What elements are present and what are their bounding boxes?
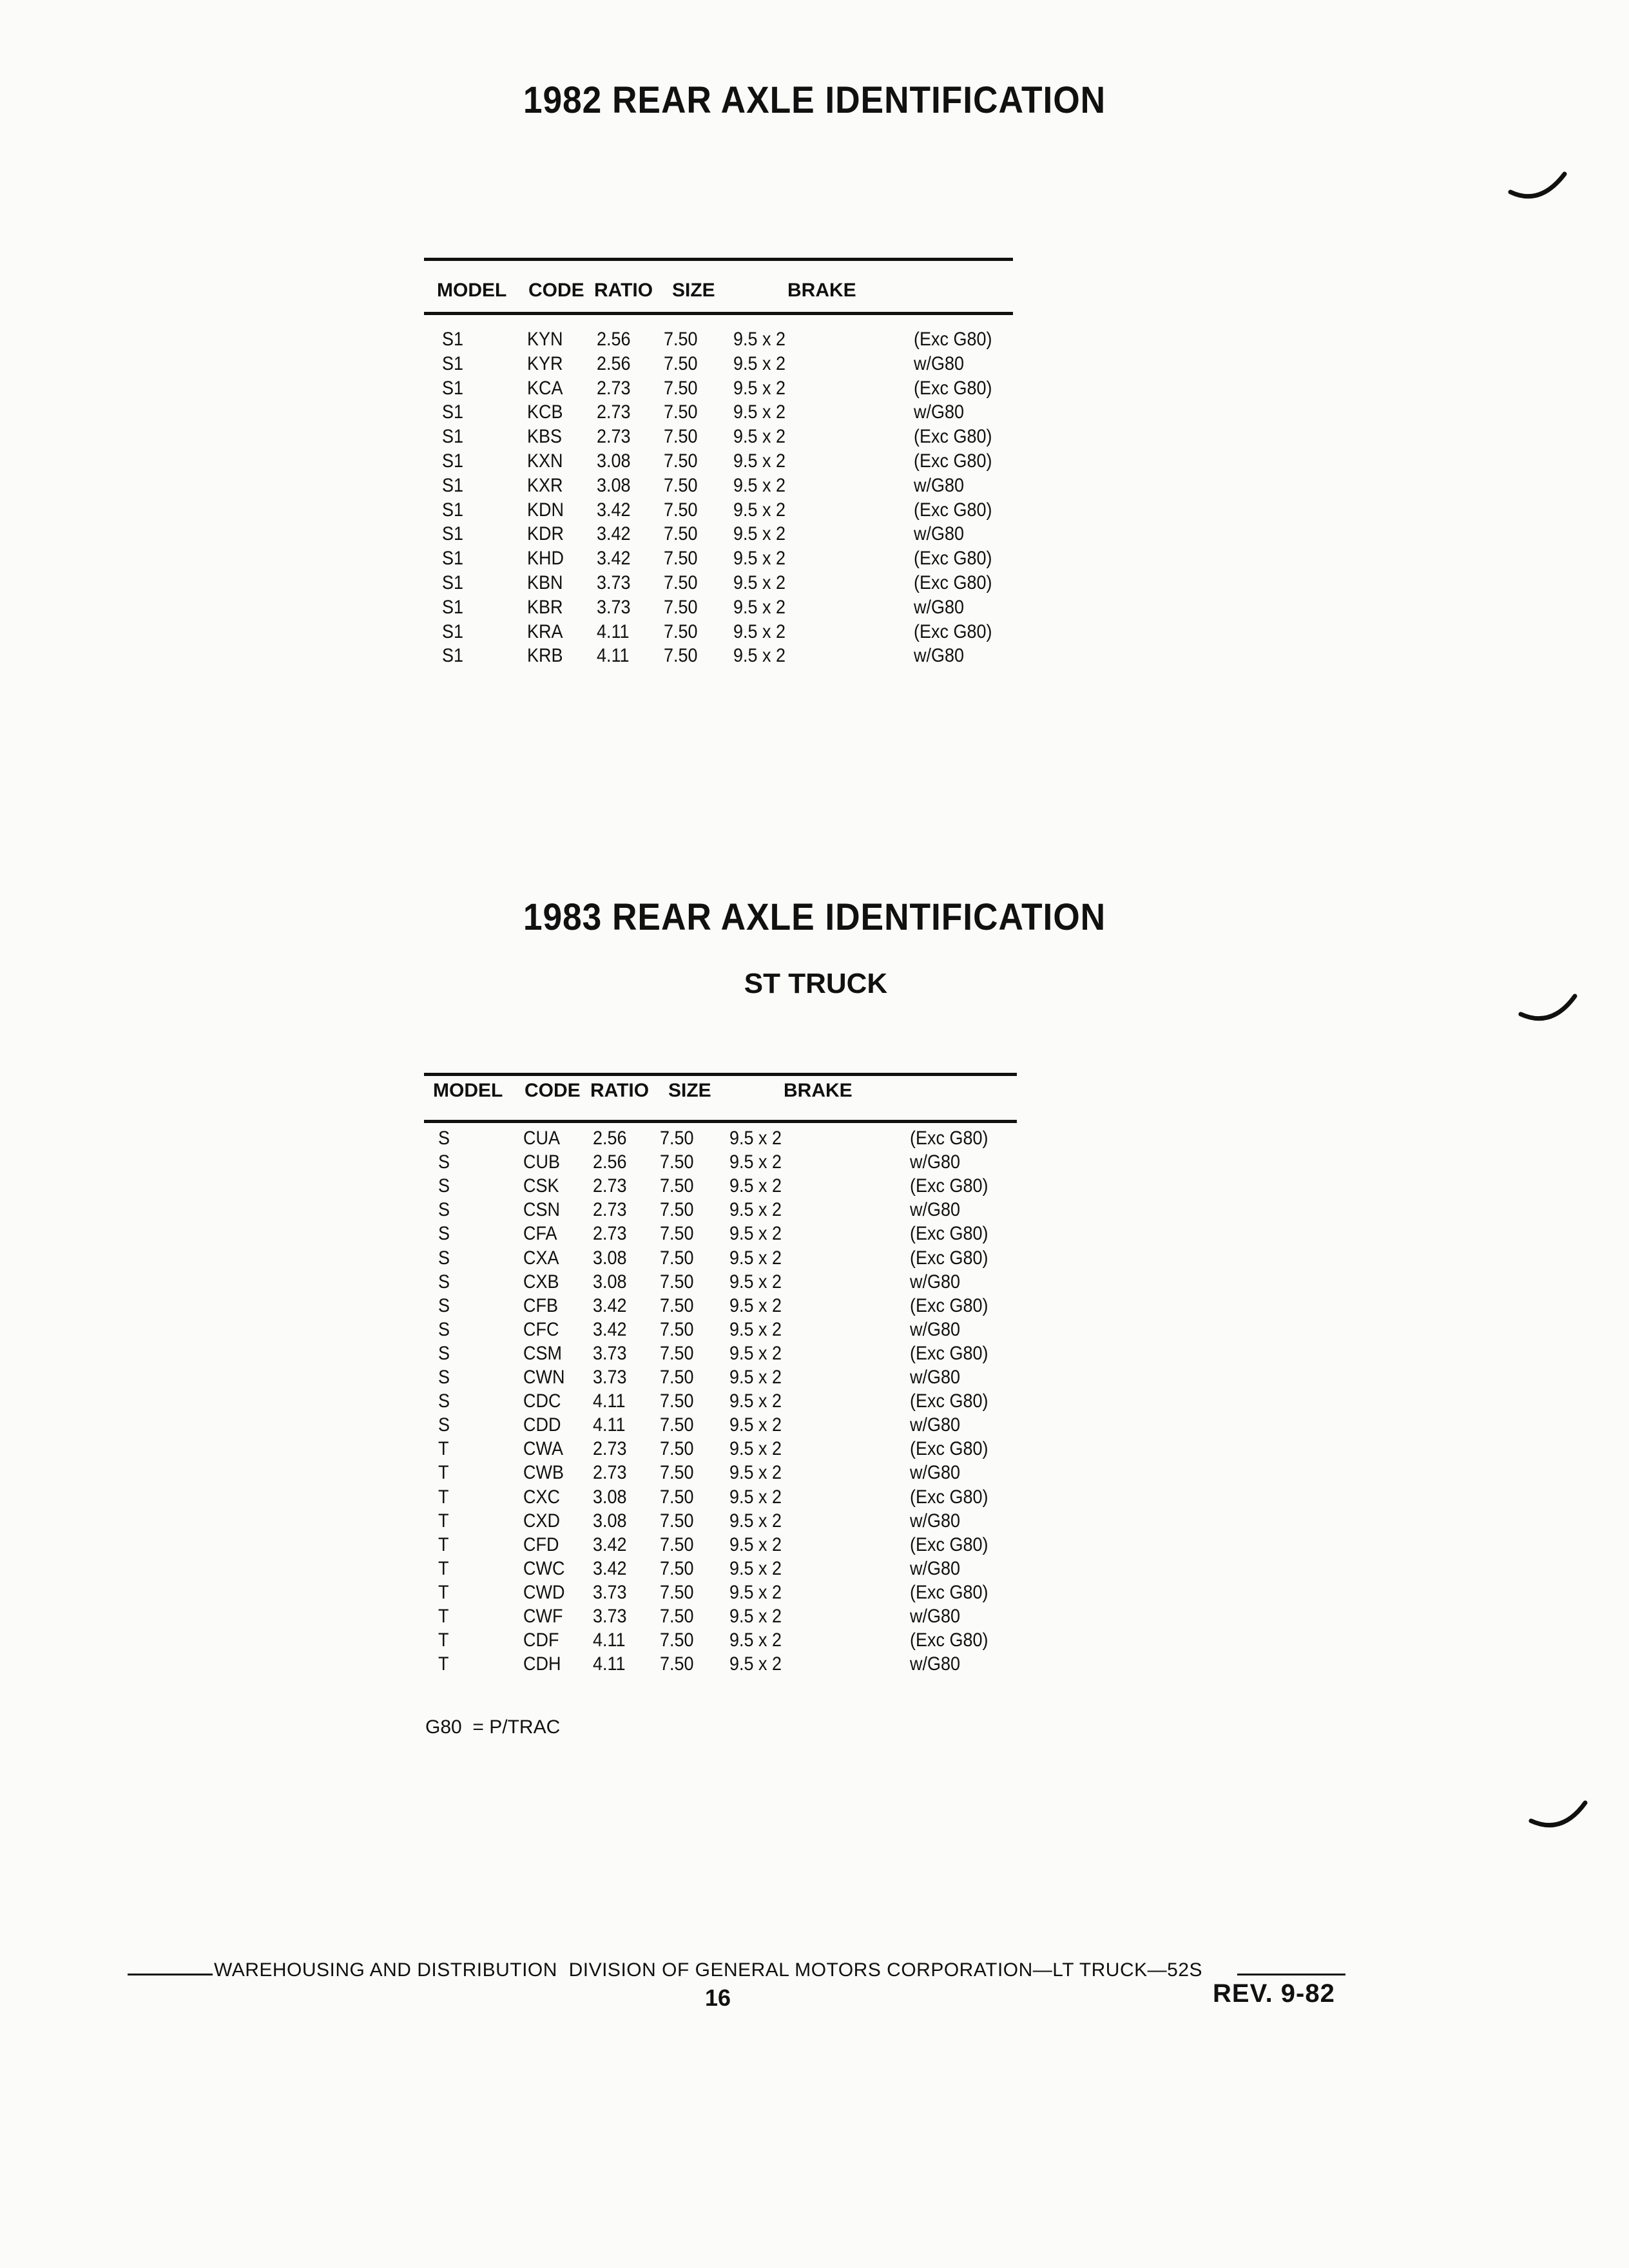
cell-model: S1 bbox=[442, 523, 464, 545]
cell-size: 7.50 bbox=[664, 499, 698, 521]
cell-brake: 9.5 x 2 bbox=[733, 329, 786, 350]
cell-ratio: 2.73 bbox=[593, 1462, 627, 1484]
cell-brake: 9.5 x 2 bbox=[729, 1462, 782, 1484]
cell-g80-note: w/G80 bbox=[910, 1271, 961, 1293]
cell-model: S1 bbox=[442, 572, 464, 593]
cell-size: 7.50 bbox=[660, 1367, 694, 1388]
cell-code: CUB bbox=[523, 1151, 561, 1173]
cell-code: CWC bbox=[523, 1557, 565, 1579]
cell-ratio: 3.42 bbox=[597, 523, 631, 545]
cell-model: S1 bbox=[442, 620, 464, 642]
col-header-code: CODE bbox=[528, 280, 584, 301]
cell-code: KBN bbox=[527, 572, 563, 593]
cell-g80-note: w/G80 bbox=[910, 1414, 961, 1436]
cell-ratio: 2.73 bbox=[593, 1199, 627, 1221]
cell-g80-note: w/G80 bbox=[910, 1318, 961, 1340]
cell-ratio: 3.42 bbox=[593, 1557, 627, 1579]
cell-size: 7.50 bbox=[664, 329, 698, 350]
revision-label: REV. 9-82 bbox=[1213, 1979, 1335, 2008]
cell-code: CFD bbox=[523, 1533, 559, 1555]
cell-size: 7.50 bbox=[660, 1414, 694, 1436]
cell-size: 7.50 bbox=[664, 620, 698, 642]
cell-brake: 9.5 x 2 bbox=[729, 1367, 782, 1388]
cell-g80-note: (Exc G80) bbox=[914, 548, 992, 570]
cell-model: T bbox=[438, 1462, 449, 1484]
cell-ratio: 4.11 bbox=[593, 1629, 626, 1651]
cell-brake: 9.5 x 2 bbox=[733, 548, 786, 570]
cell-model: S bbox=[438, 1223, 450, 1245]
cell-g80-note: w/G80 bbox=[914, 645, 965, 667]
cell-brake: 9.5 x 2 bbox=[729, 1342, 782, 1364]
cell-model: S bbox=[438, 1175, 450, 1197]
cell-ratio: 2.56 bbox=[593, 1128, 627, 1149]
cell-ratio: 3.42 bbox=[593, 1533, 627, 1555]
cell-g80-note: (Exc G80) bbox=[910, 1342, 988, 1364]
cell-g80-note: w/G80 bbox=[910, 1606, 961, 1627]
cell-ratio: 2.73 bbox=[597, 377, 631, 399]
cell-model: S bbox=[438, 1390, 450, 1412]
cell-brake: 9.5 x 2 bbox=[729, 1199, 782, 1221]
binder-mark-icon bbox=[1518, 992, 1583, 1031]
cell-code: KHD bbox=[527, 548, 564, 570]
footer-right-rule bbox=[1237, 1974, 1345, 1975]
binder-mark-icon bbox=[1508, 169, 1572, 207]
cell-size: 7.50 bbox=[660, 1223, 694, 1245]
cell-g80-note: (Exc G80) bbox=[914, 450, 992, 472]
cell-size: 7.50 bbox=[660, 1606, 694, 1627]
cell-ratio: 3.73 bbox=[593, 1342, 627, 1364]
cell-g80-note: w/G80 bbox=[910, 1653, 961, 1675]
cell-g80-note: (Exc G80) bbox=[910, 1247, 988, 1269]
col-header-brake: BRAKE bbox=[787, 280, 856, 301]
cell-brake: 9.5 x 2 bbox=[729, 1294, 782, 1316]
cell-ratio: 3.08 bbox=[593, 1247, 627, 1269]
cell-g80-note: (Exc G80) bbox=[910, 1390, 988, 1412]
cell-code: KRB bbox=[527, 645, 563, 667]
title-1982: 1982 REAR AXLE IDENTIFICATION bbox=[523, 79, 1106, 121]
cell-size: 7.50 bbox=[660, 1318, 694, 1340]
cell-brake: 9.5 x 2 bbox=[733, 450, 786, 472]
cell-ratio: 4.11 bbox=[597, 620, 630, 642]
cell-brake: 9.5 x 2 bbox=[733, 645, 786, 667]
cell-ratio: 3.73 bbox=[597, 596, 631, 618]
cell-g80-note: (Exc G80) bbox=[914, 426, 992, 448]
table-1983-top-rule bbox=[424, 1073, 1017, 1076]
cell-code: CWB bbox=[523, 1462, 564, 1484]
col-header-code: CODE bbox=[525, 1080, 581, 1101]
cell-ratio: 2.73 bbox=[593, 1438, 627, 1460]
cell-brake: 9.5 x 2 bbox=[729, 1486, 782, 1508]
cell-ratio: 3.42 bbox=[593, 1318, 627, 1340]
cell-brake: 9.5 x 2 bbox=[729, 1175, 782, 1197]
col-header-size: SIZE bbox=[672, 280, 715, 301]
cell-ratio: 3.73 bbox=[593, 1606, 627, 1627]
cell-ratio: 3.08 bbox=[597, 450, 631, 472]
cell-brake: 9.5 x 2 bbox=[733, 474, 786, 496]
footer-left-rule bbox=[128, 1974, 213, 1975]
cell-size: 7.50 bbox=[664, 401, 698, 423]
cell-model: S bbox=[438, 1247, 450, 1269]
cell-g80-note: (Exc G80) bbox=[914, 329, 992, 350]
cell-size: 7.50 bbox=[660, 1629, 694, 1651]
cell-size: 7.50 bbox=[664, 377, 698, 399]
cell-size: 7.50 bbox=[660, 1653, 694, 1675]
cell-brake: 9.5 x 2 bbox=[733, 426, 786, 448]
cell-model: S1 bbox=[442, 426, 464, 448]
cell-g80-note: w/G80 bbox=[910, 1151, 961, 1173]
cell-size: 7.50 bbox=[660, 1390, 694, 1412]
cell-model: T bbox=[438, 1653, 449, 1675]
cell-ratio: 2.56 bbox=[593, 1151, 627, 1173]
cell-ratio: 3.73 bbox=[597, 572, 631, 593]
footer-text: WAREHOUSING AND DISTRIBUTION DIVISION OF GENERAL MOTORS CORPORATION—LT TRUCK—52S bbox=[214, 1959, 1203, 1981]
cell-size: 7.50 bbox=[664, 474, 698, 496]
cell-size: 7.50 bbox=[664, 352, 698, 374]
cell-model: S bbox=[438, 1294, 450, 1316]
cell-brake: 9.5 x 2 bbox=[729, 1390, 782, 1412]
cell-g80-note: (Exc G80) bbox=[914, 377, 992, 399]
cell-size: 7.50 bbox=[664, 450, 698, 472]
cell-code: CSK bbox=[523, 1175, 559, 1197]
cell-g80-note: (Exc G80) bbox=[910, 1128, 988, 1149]
cell-model: S1 bbox=[442, 450, 464, 472]
cell-size: 7.50 bbox=[664, 572, 698, 593]
g80-note: G80 = P/TRAC bbox=[425, 1716, 561, 1738]
cell-g80-note: w/G80 bbox=[910, 1462, 961, 1484]
cell-model: S1 bbox=[442, 548, 464, 570]
cell-brake: 9.5 x 2 bbox=[729, 1653, 782, 1675]
cell-code: KDN bbox=[527, 499, 564, 521]
cell-model: S1 bbox=[442, 474, 464, 496]
cell-model: S bbox=[438, 1367, 450, 1388]
cell-ratio: 2.73 bbox=[593, 1175, 627, 1197]
cell-code: CFC bbox=[523, 1318, 559, 1340]
cell-ratio: 2.56 bbox=[597, 329, 631, 350]
cell-code: KYR bbox=[527, 352, 563, 374]
cell-code: KRA bbox=[527, 620, 563, 642]
cell-ratio: 3.08 bbox=[593, 1271, 627, 1293]
cell-ratio: 3.42 bbox=[593, 1294, 627, 1316]
cell-g80-note: (Exc G80) bbox=[914, 499, 992, 521]
cell-size: 7.50 bbox=[664, 596, 698, 618]
cell-brake: 9.5 x 2 bbox=[733, 620, 786, 642]
col-header-model: MODEL bbox=[433, 1080, 503, 1101]
cell-model: T bbox=[438, 1557, 449, 1579]
cell-ratio: 4.11 bbox=[597, 645, 630, 667]
cell-ratio: 3.08 bbox=[597, 474, 631, 496]
cell-model: S bbox=[438, 1128, 450, 1149]
cell-code: CXA bbox=[523, 1247, 559, 1269]
cell-brake: 9.5 x 2 bbox=[733, 401, 786, 423]
cell-ratio: 3.42 bbox=[597, 499, 631, 521]
cell-brake: 9.5 x 2 bbox=[733, 523, 786, 545]
cell-code: CFB bbox=[523, 1294, 558, 1316]
cell-brake: 9.5 x 2 bbox=[729, 1271, 782, 1293]
cell-size: 7.50 bbox=[660, 1128, 694, 1149]
cell-g80-note: w/G80 bbox=[914, 596, 965, 618]
binder-mark-icon bbox=[1528, 1799, 1593, 1838]
cell-size: 7.50 bbox=[660, 1294, 694, 1316]
cell-model: T bbox=[438, 1438, 449, 1460]
cell-ratio: 3.73 bbox=[593, 1367, 627, 1388]
cell-size: 7.50 bbox=[664, 523, 698, 545]
cell-code: KBS bbox=[527, 426, 563, 448]
cell-brake: 9.5 x 2 bbox=[729, 1629, 782, 1651]
cell-model: S bbox=[438, 1414, 450, 1436]
cell-size: 7.50 bbox=[660, 1271, 694, 1293]
cell-code: CSN bbox=[523, 1199, 561, 1221]
cell-g80-note: (Exc G80) bbox=[914, 572, 992, 593]
cell-model: S1 bbox=[442, 352, 464, 374]
cell-size: 7.50 bbox=[660, 1510, 694, 1532]
cell-g80-note: (Exc G80) bbox=[910, 1294, 988, 1316]
cell-model: S1 bbox=[442, 596, 464, 618]
cell-brake: 9.5 x 2 bbox=[729, 1581, 782, 1603]
cell-size: 7.50 bbox=[660, 1581, 694, 1603]
cell-brake: 9.5 x 2 bbox=[729, 1318, 782, 1340]
cell-code: CWD bbox=[523, 1581, 565, 1603]
cell-size: 7.50 bbox=[660, 1175, 694, 1197]
cell-size: 7.50 bbox=[660, 1557, 694, 1579]
cell-brake: 9.5 x 2 bbox=[733, 596, 786, 618]
cell-ratio: 3.42 bbox=[597, 548, 631, 570]
cell-size: 7.50 bbox=[660, 1199, 694, 1221]
cell-model: S bbox=[438, 1271, 450, 1293]
cell-model: S bbox=[438, 1199, 450, 1221]
cell-g80-note: w/G80 bbox=[914, 401, 965, 423]
cell-g80-note: w/G80 bbox=[914, 523, 965, 545]
cell-code: KCB bbox=[527, 401, 563, 423]
cell-code: KBR bbox=[527, 596, 563, 618]
cell-g80-note: (Exc G80) bbox=[910, 1581, 988, 1603]
cell-code: CXB bbox=[523, 1271, 559, 1293]
cell-ratio: 3.08 bbox=[593, 1486, 627, 1508]
cell-g80-note: (Exc G80) bbox=[910, 1175, 988, 1197]
cell-brake: 9.5 x 2 bbox=[729, 1510, 782, 1532]
cell-brake: 9.5 x 2 bbox=[729, 1247, 782, 1269]
table-1982-header-rule bbox=[424, 312, 1013, 315]
cell-g80-note: w/G80 bbox=[910, 1510, 961, 1532]
cell-brake: 9.5 x 2 bbox=[733, 377, 786, 399]
col-header-model: MODEL bbox=[437, 280, 507, 301]
cell-ratio: 4.11 bbox=[593, 1414, 626, 1436]
cell-code: CDC bbox=[523, 1390, 561, 1412]
cell-g80-note: (Exc G80) bbox=[910, 1629, 988, 1651]
cell-code: CWF bbox=[523, 1606, 563, 1627]
cell-model: S1 bbox=[442, 329, 464, 350]
cell-g80-note: (Exc G80) bbox=[910, 1533, 988, 1555]
cell-code: CDF bbox=[523, 1629, 559, 1651]
col-header-ratio: RATIO bbox=[590, 1080, 650, 1101]
cell-g80-note: (Exc G80) bbox=[914, 620, 992, 642]
cell-size: 7.50 bbox=[664, 645, 698, 667]
cell-code: CWA bbox=[523, 1438, 564, 1460]
cell-ratio: 2.73 bbox=[597, 401, 631, 423]
cell-code: CDH bbox=[523, 1653, 561, 1675]
cell-brake: 9.5 x 2 bbox=[729, 1438, 782, 1460]
cell-g80-note: (Exc G80) bbox=[910, 1438, 988, 1460]
cell-code: KXR bbox=[527, 474, 563, 496]
cell-brake: 9.5 x 2 bbox=[733, 499, 786, 521]
table-1983-header-rule bbox=[424, 1120, 1017, 1123]
cell-size: 7.50 bbox=[660, 1151, 694, 1173]
cell-size: 7.50 bbox=[660, 1533, 694, 1555]
cell-model: T bbox=[438, 1629, 449, 1651]
cell-brake: 9.5 x 2 bbox=[729, 1606, 782, 1627]
cell-model: S1 bbox=[442, 377, 464, 399]
cell-g80-note: (Exc G80) bbox=[910, 1486, 988, 1508]
cell-model: T bbox=[438, 1581, 449, 1603]
cell-ratio: 2.73 bbox=[593, 1223, 627, 1245]
cell-brake: 9.5 x 2 bbox=[733, 572, 786, 593]
cell-code: CWN bbox=[523, 1367, 565, 1388]
table-1982-top-rule bbox=[424, 258, 1013, 261]
cell-code: KDR bbox=[527, 523, 564, 545]
cell-ratio: 2.73 bbox=[597, 426, 631, 448]
cell-g80-note: (Exc G80) bbox=[910, 1223, 988, 1245]
cell-size: 7.50 bbox=[660, 1486, 694, 1508]
cell-size: 7.50 bbox=[664, 426, 698, 448]
cell-g80-note: w/G80 bbox=[914, 352, 965, 374]
cell-model: S bbox=[438, 1342, 450, 1364]
cell-ratio: 4.11 bbox=[593, 1390, 626, 1412]
cell-brake: 9.5 x 2 bbox=[729, 1151, 782, 1173]
cell-model: S bbox=[438, 1151, 450, 1173]
cell-size: 7.50 bbox=[664, 548, 698, 570]
cell-code: KXN bbox=[527, 450, 563, 472]
cell-ratio: 3.73 bbox=[593, 1581, 627, 1603]
cell-size: 7.50 bbox=[660, 1247, 694, 1269]
cell-g80-note: w/G80 bbox=[910, 1557, 961, 1579]
cell-brake: 9.5 x 2 bbox=[729, 1557, 782, 1579]
cell-model: S bbox=[438, 1318, 450, 1340]
col-header-size: SIZE bbox=[668, 1080, 711, 1101]
cell-model: T bbox=[438, 1486, 449, 1508]
cell-size: 7.50 bbox=[660, 1438, 694, 1460]
cell-code: CSM bbox=[523, 1342, 563, 1364]
cell-code: CUA bbox=[523, 1128, 561, 1149]
cell-model: T bbox=[438, 1533, 449, 1555]
cell-code: KCA bbox=[527, 377, 563, 399]
cell-ratio: 2.56 bbox=[597, 352, 631, 374]
cell-code: CXC bbox=[523, 1486, 561, 1508]
cell-code: KYN bbox=[527, 329, 563, 350]
cell-code: CDD bbox=[523, 1414, 561, 1436]
cell-brake: 9.5 x 2 bbox=[729, 1128, 782, 1149]
col-header-ratio: RATIO bbox=[594, 280, 653, 301]
cell-model: T bbox=[438, 1606, 449, 1627]
cell-brake: 9.5 x 2 bbox=[729, 1414, 782, 1436]
subtitle-st-truck: ST TRUCK bbox=[744, 968, 888, 999]
title-1983: 1983 REAR AXLE IDENTIFICATION bbox=[523, 896, 1106, 938]
cell-g80-note: w/G80 bbox=[914, 474, 965, 496]
cell-brake: 9.5 x 2 bbox=[729, 1223, 782, 1245]
cell-code: CXD bbox=[523, 1510, 561, 1532]
page-number: 16 bbox=[705, 1984, 731, 2011]
cell-brake: 9.5 x 2 bbox=[733, 352, 786, 374]
cell-model: T bbox=[438, 1510, 449, 1532]
cell-model: S1 bbox=[442, 645, 464, 667]
cell-g80-note: w/G80 bbox=[910, 1367, 961, 1388]
col-header-brake: BRAKE bbox=[784, 1080, 853, 1101]
cell-size: 7.50 bbox=[660, 1342, 694, 1364]
cell-brake: 9.5 x 2 bbox=[729, 1533, 782, 1555]
cell-model: S1 bbox=[442, 499, 464, 521]
cell-size: 7.50 bbox=[660, 1462, 694, 1484]
cell-g80-note: w/G80 bbox=[910, 1199, 961, 1221]
cell-model: S1 bbox=[442, 401, 464, 423]
cell-ratio: 3.08 bbox=[593, 1510, 627, 1532]
cell-ratio: 4.11 bbox=[593, 1653, 626, 1675]
cell-code: CFA bbox=[523, 1223, 557, 1245]
